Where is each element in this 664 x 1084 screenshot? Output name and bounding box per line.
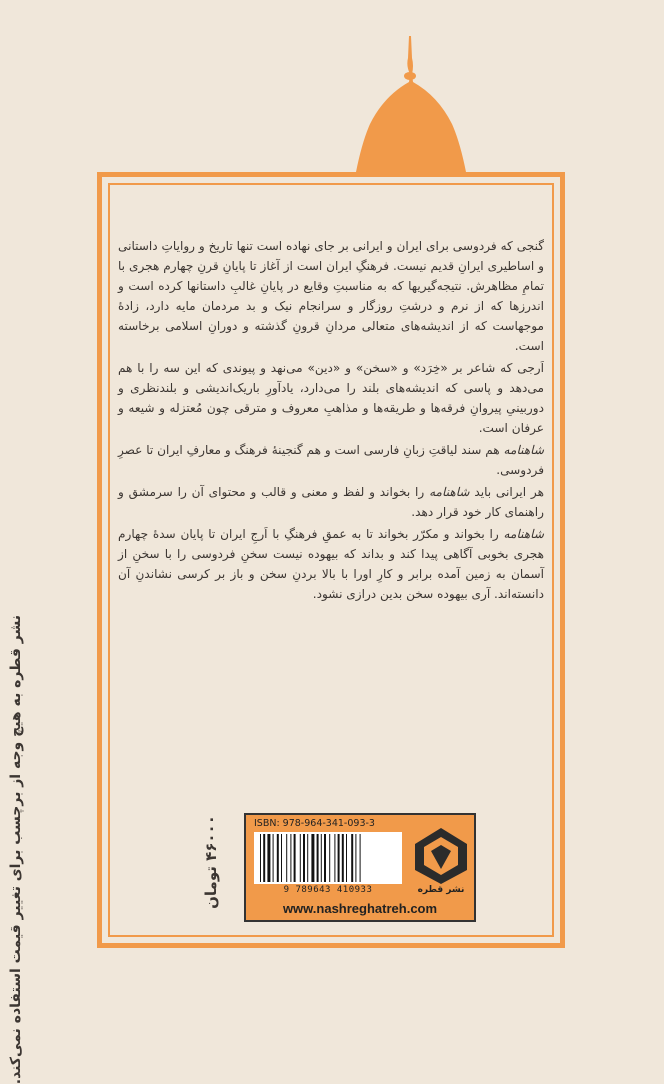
paragraph-text: اَرجی که شاعر بر «خِرَد» و «سخن» و «دین» می‌نهد و پیوندی که این سه را با هم می‌دهد و پاسی که اندیشه‌های بلند را می‌دارد، یادآورِ باریک‌اندیشی و بلندنظری و دوربینیِ پیروانِ فرقه‌ها و طریقه‌ها و مذاهبِ معروف و مترقی چون مُعتزله و شیعه و عرفان است. [118, 361, 544, 435]
paragraph [118, 440, 544, 480]
barcode-bar [346, 834, 347, 882]
barcode-bar [342, 834, 344, 882]
barcode-icon [254, 832, 402, 884]
book-title: شاهنامه [503, 443, 544, 457]
price-label: ۴۶۰۰۰ تومان [202, 815, 220, 909]
publisher-website: www.nashreghatreh.com [282, 901, 438, 916]
barcode-bar [290, 834, 291, 882]
paragraph [118, 358, 544, 438]
barcode-bar [303, 834, 305, 882]
barcode-bar [311, 834, 314, 882]
barcode-bar [260, 834, 261, 882]
barcode-bar [338, 834, 340, 882]
publisher-name: نشر قطره [417, 885, 465, 895]
barcode-bar [307, 834, 308, 882]
dome-icon [0, 0, 664, 200]
barcode-bar [294, 834, 296, 882]
book-title: شاهنامه [503, 527, 544, 541]
isbn-label: ISBN: 978-964-341-093-3 [254, 818, 375, 829]
barcode-digits: 9 789643 410933 [283, 885, 373, 895]
paragraph [118, 482, 544, 522]
barcode-box [244, 813, 476, 922]
barcode-bar [286, 834, 287, 882]
price-policy-note: نشر قطره به هیچ وجه از برچسب برای تغییر قیمت استفاده نمی‌کند. [8, 615, 24, 1084]
barcode-bar [263, 834, 265, 882]
book-title: شاهنامه [429, 485, 470, 499]
barcode-bar [355, 834, 356, 882]
barcode-bar [324, 834, 326, 882]
barcode-bar [277, 834, 279, 882]
paragraph-text: را بخواند و مکرّر بخواند تا به عمقِ فرهنگِ با اَرجِ ایران تا پایان سدهٔ چهارم هجری بخوبی آگاهی پیدا کند و بداند که بیهوده نیست سخنِ فردوسی را با سخنِ از آسمان به زمین آمده برابر و کارِ اورا با بالا بردنِ سخن و باز بر کرسی نشاندنِ آن دانسته‌اند. آری بیهوده سخن بدین درازی نشود. [118, 527, 544, 601]
paragraph-text: هر ایرانی باید [469, 485, 544, 499]
barcode-bar [329, 834, 330, 882]
barcode-bar [351, 834, 353, 882]
paragraph [118, 524, 544, 604]
barcode-bar [300, 834, 301, 882]
barcode-bar [321, 834, 322, 882]
barcode-bar [281, 834, 282, 882]
paragraph [118, 236, 544, 356]
back-cover-text [118, 236, 544, 604]
barcode-bar [267, 834, 270, 882]
paragraph-text: را بخواند و لفظ و معنی و قالب و محتوای آن را سرمشق و راهنمای کار خود قرار دهد. [118, 485, 544, 519]
barcode-bar [360, 834, 361, 882]
publisher-logo-icon [412, 825, 470, 885]
paragraph-text: هم سند لیاقتِ زبانِ فارسی است و هم گنجینهٔ فرهنگ و معارفِ ایران تا عصرِ فردوسی. [118, 443, 544, 477]
paragraph-text: گنجی که فردوسی برای ایران و ایرانی بر جای نهاده است تنها تاریخ و روایاتِ داستانی و اساطیری ایرانِ قدیم نیست. فرهنگِ ایران است از آغاز تا پایانِ قرنِ چهارم هجری با تمامِ مظاهرش. نتیجه‌گیریها که به مناسبتِ وقایع در پایانِ غالبِ داستانها کرده است و اندرزها که از نرم و درشتِ روزگار و سرانجام نیک و بد مردمان مایه دارد، زادهٔ موجهاست که از اندیشه‌های متعالی مردانِ قرونِ گذشته و دورانِ اسلامی برخاسته است. [118, 239, 544, 353]
barcode-bar [334, 834, 335, 882]
barcode-bar [317, 834, 319, 882]
barcode-bar [273, 834, 274, 882]
